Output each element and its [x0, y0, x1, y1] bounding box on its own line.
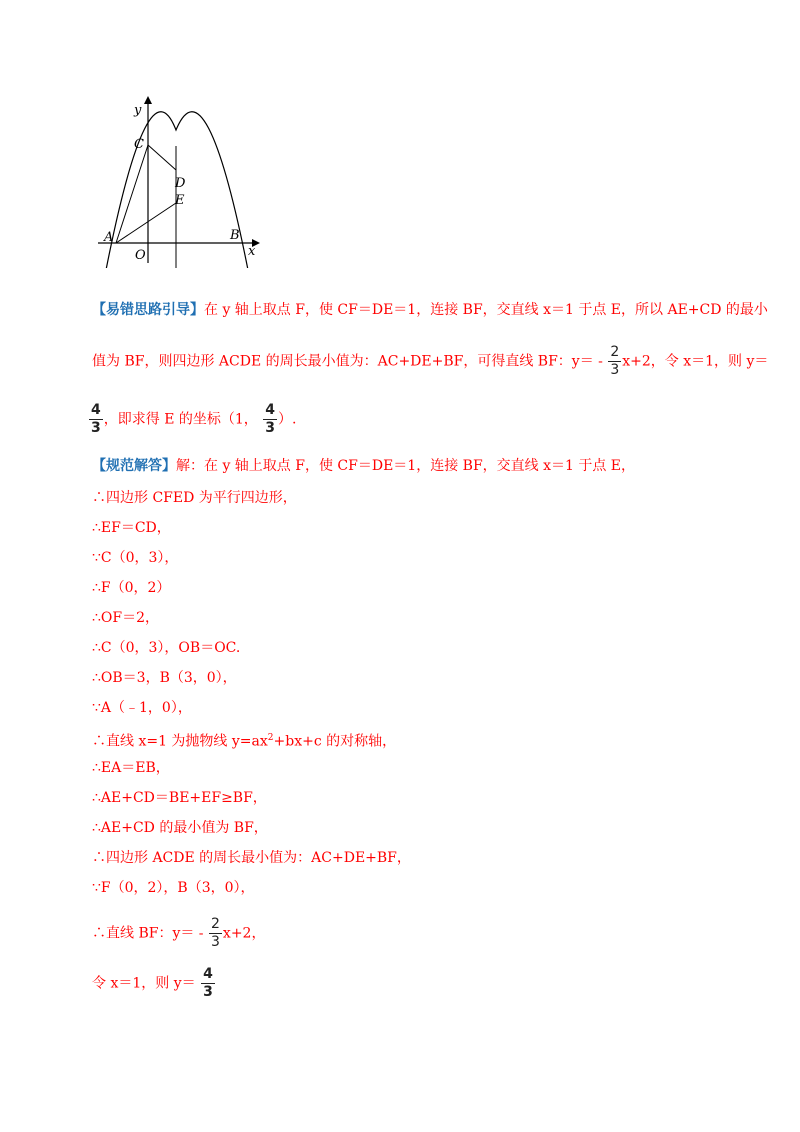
answer-line: ∴AE+CD＝BE+EF≥BF，	[92, 790, 267, 806]
answer-line: ∴EA＝EB，	[92, 760, 170, 776]
label-o: O	[135, 248, 146, 263]
y-axis-arrow	[144, 96, 152, 104]
label-e: E	[175, 193, 185, 208]
fraction-denominator: 3	[91, 420, 101, 436]
answer-line-bf	[92, 916, 265, 951]
answer-line-first	[92, 456, 635, 476]
answer-line: ∴C（0，3），OB＝OC.	[92, 640, 241, 656]
fraction-denominator: 3	[265, 420, 275, 436]
fraction-numerator: 4	[91, 402, 101, 418]
answer-line: ∴四边形 CFED 为平行四边形，	[92, 490, 297, 506]
fraction-numerator: 4	[203, 966, 213, 982]
guide-text-3b: ）.	[277, 411, 297, 428]
exponent: 2	[267, 733, 274, 743]
answer-line: ∴OF＝2，	[92, 610, 160, 626]
answer-line: ∴OB＝3，B（3，0），	[92, 670, 237, 686]
answer-tag: 【规范解答】	[92, 458, 176, 474]
answer-line: ∴AE+CD 的最小值为 BF，	[92, 820, 268, 836]
label-y: y	[134, 103, 142, 118]
fraction-denominator: 3	[203, 984, 213, 1000]
guide-line-2	[92, 344, 768, 379]
label-x: x	[248, 244, 256, 259]
label-a: A	[104, 230, 114, 245]
answer-line: ∴四边形 ACDE 的周长最小值为：AC+DE+BF，	[92, 850, 411, 866]
guide-line-3	[88, 402, 296, 437]
answer-line: ∴F（0，2）	[92, 580, 171, 596]
answer-line-last	[92, 966, 216, 1001]
fraction-numerator: 2	[211, 916, 220, 932]
fraction-two-thirds	[608, 344, 621, 379]
guide-text-1: 在 y 轴上取点 F，使 CF＝DE＝1，连接 BF，交直线 x＝1 于点 E，所以 AE+CD 的最小	[204, 302, 768, 318]
answer-bf-tail: x+2，	[222, 925, 266, 942]
fraction-four-thirds	[89, 402, 103, 437]
fraction-denominator: 3	[211, 934, 220, 950]
fraction-numerator: 4	[265, 402, 275, 418]
answer-bf-text: ∴直线 BF：y＝ -	[92, 925, 204, 942]
answer-line: ∴EF＝CD，	[92, 520, 171, 536]
answer-line-symmetry-axis	[92, 728, 396, 752]
answer-last-text: 令 x＝1，则 y＝	[92, 975, 196, 992]
label-d: D	[175, 176, 186, 191]
guide-text-2a: 值为 BF，则四边形 ACDE 的周长最小值为：AC+DE+BF，可得直线 BF：y＝ -	[92, 353, 603, 370]
fraction-numerator: 2	[610, 344, 620, 360]
answer-symmetry-text: ∴直线 x=1 为抛物线 y=ax	[92, 733, 268, 750]
guide-tag: 【易错思路引导】	[92, 302, 204, 318]
fraction-four-thirds	[201, 966, 215, 1001]
guide-text-3a: ，即求得 E 的坐标（1，	[103, 411, 258, 428]
fraction-four-thirds	[263, 402, 277, 437]
segment-cd	[148, 145, 176, 170]
guide-line-1	[92, 300, 768, 320]
parabola-figure	[88, 88, 288, 268]
parabola-diagram	[88, 88, 288, 268]
label-c: C	[134, 137, 144, 152]
answer-text-first: 解：在 y 轴上取点 F，使 CF＝DE＝1，连接 BF，交直线 x＝1 于点 E，	[176, 458, 636, 474]
answer-line: ∵F（0，2），B（3，0），	[92, 880, 255, 896]
fraction-denominator: 3	[610, 362, 620, 378]
answer-line: ∵C（0，3），	[92, 550, 179, 566]
label-b: B	[230, 228, 240, 243]
segment-ae	[116, 203, 176, 243]
guide-text-2b: x+2，令 x＝1，则 y＝	[622, 353, 769, 370]
answer-symmetry-tail: +bx+c 的对称轴，	[273, 733, 397, 750]
fraction-two-thirds	[209, 916, 222, 951]
answer-line: ∵A（﹣1，0），	[92, 700, 192, 716]
